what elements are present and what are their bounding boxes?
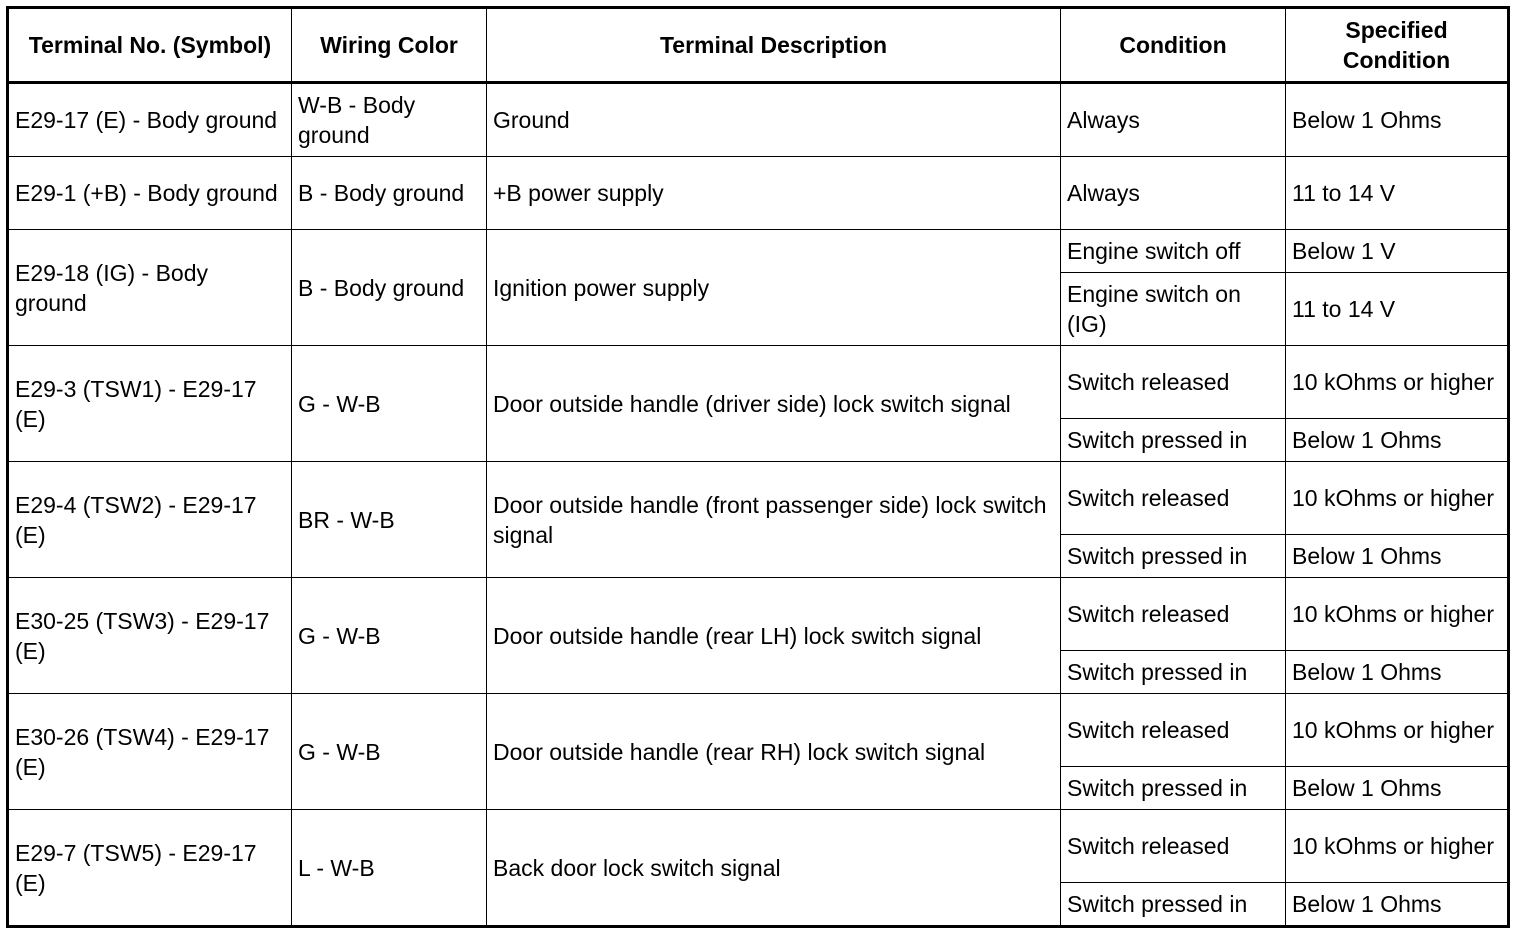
terminal-cell: E29-17 (E) - Body ground	[8, 83, 292, 157]
header-specified-line1: Specified	[1345, 17, 1448, 43]
wiring-color-cell: G - W-B	[292, 694, 487, 810]
header-condition: Condition	[1061, 8, 1286, 83]
condition-cell: Switch pressed in	[1061, 767, 1286, 810]
terminal-spec-table	[6, 6, 1510, 928]
specified-condition-cell: 10 kOhms or higher	[1286, 578, 1509, 651]
table-row	[8, 346, 1509, 419]
description-cell: Ignition power supply	[487, 230, 1061, 346]
terminal-cell: E29-3 (TSW1) - E29-17 (E)	[8, 346, 292, 462]
condition-cell: Switch pressed in	[1061, 883, 1286, 927]
terminal-cell: E30-25 (TSW3) - E29-17 (E)	[8, 578, 292, 694]
condition-cell: Switch pressed in	[1061, 535, 1286, 578]
specified-condition-cell: 10 kOhms or higher	[1286, 810, 1509, 883]
header-terminal-description: Terminal Description	[487, 8, 1061, 83]
wiring-color-cell: W-B - Body ground	[292, 83, 487, 157]
condition-cell: Engine switch off	[1061, 230, 1286, 273]
condition-cell: Switch released	[1061, 346, 1286, 419]
specified-condition-cell: 11 to 14 V	[1286, 273, 1509, 346]
specified-condition-cell: 10 kOhms or higher	[1286, 346, 1509, 419]
condition-cell: Switch released	[1061, 810, 1286, 883]
table-row	[8, 83, 1509, 157]
condition-cell: Switch pressed in	[1061, 651, 1286, 694]
specified-condition-cell: Below 1 Ohms	[1286, 883, 1509, 927]
specified-condition-cell: Below 1 Ohms	[1286, 419, 1509, 462]
terminal-cell: E29-1 (+B) - Body ground	[8, 157, 292, 230]
condition-cell: Always	[1061, 83, 1286, 157]
wiring-color-cell: L - W-B	[292, 810, 487, 927]
header-specified-condition	[1286, 8, 1509, 83]
wiring-color-cell: G - W-B	[292, 346, 487, 462]
description-cell: Door outside handle (front passenger side) lock switch signal	[487, 462, 1061, 578]
condition-cell: Switch released	[1061, 694, 1286, 767]
description-cell: Back door lock switch signal	[487, 810, 1061, 927]
condition-cell: Engine switch on (IG)	[1061, 273, 1286, 346]
table-row	[8, 157, 1509, 230]
condition-cell: Always	[1061, 157, 1286, 230]
header-wiring-color: Wiring Color	[292, 8, 487, 83]
wiring-color-cell: BR - W-B	[292, 462, 487, 578]
wiring-color-cell: G - W-B	[292, 578, 487, 694]
table-row	[8, 462, 1509, 535]
wiring-color-cell: B - Body ground	[292, 157, 487, 230]
specified-condition-cell: Below 1 Ohms	[1286, 651, 1509, 694]
header-specified-line2: Condition	[1342, 47, 1451, 73]
wiring-color-cell: B - Body ground	[292, 230, 487, 346]
specified-condition-cell: Below 1 Ohms	[1286, 767, 1509, 810]
header-row	[8, 8, 1509, 83]
table-row	[8, 578, 1509, 651]
table-row	[8, 230, 1509, 273]
header-terminal: Terminal No. (Symbol)	[8, 8, 292, 83]
specified-condition-cell: 10 kOhms or higher	[1286, 694, 1509, 767]
specified-condition-cell: Below 1 Ohms	[1286, 83, 1509, 157]
description-cell: Door outside handle (rear RH) lock switch signal	[487, 694, 1061, 810]
table-row	[8, 694, 1509, 767]
description-cell: +B power supply	[487, 157, 1061, 230]
specified-condition-cell: 11 to 14 V	[1286, 157, 1509, 230]
terminal-cell: E29-18 (IG) - Body ground	[8, 230, 292, 346]
description-cell: Door outside handle (rear LH) lock switch signal	[487, 578, 1061, 694]
specified-condition-cell: Below 1 Ohms	[1286, 535, 1509, 578]
terminal-cell: E29-7 (TSW5) - E29-17 (E)	[8, 810, 292, 927]
terminal-cell: E29-4 (TSW2) - E29-17 (E)	[8, 462, 292, 578]
terminal-cell: E30-26 (TSW4) - E29-17 (E)	[8, 694, 292, 810]
specified-condition-cell: Below 1 V	[1286, 230, 1509, 273]
condition-cell: Switch pressed in	[1061, 419, 1286, 462]
description-cell: Door outside handle (driver side) lock switch signal	[487, 346, 1061, 462]
condition-cell: Switch released	[1061, 462, 1286, 535]
description-cell: Ground	[487, 83, 1061, 157]
specified-condition-cell: 10 kOhms or higher	[1286, 462, 1509, 535]
table-row	[8, 810, 1509, 883]
condition-cell: Switch released	[1061, 578, 1286, 651]
